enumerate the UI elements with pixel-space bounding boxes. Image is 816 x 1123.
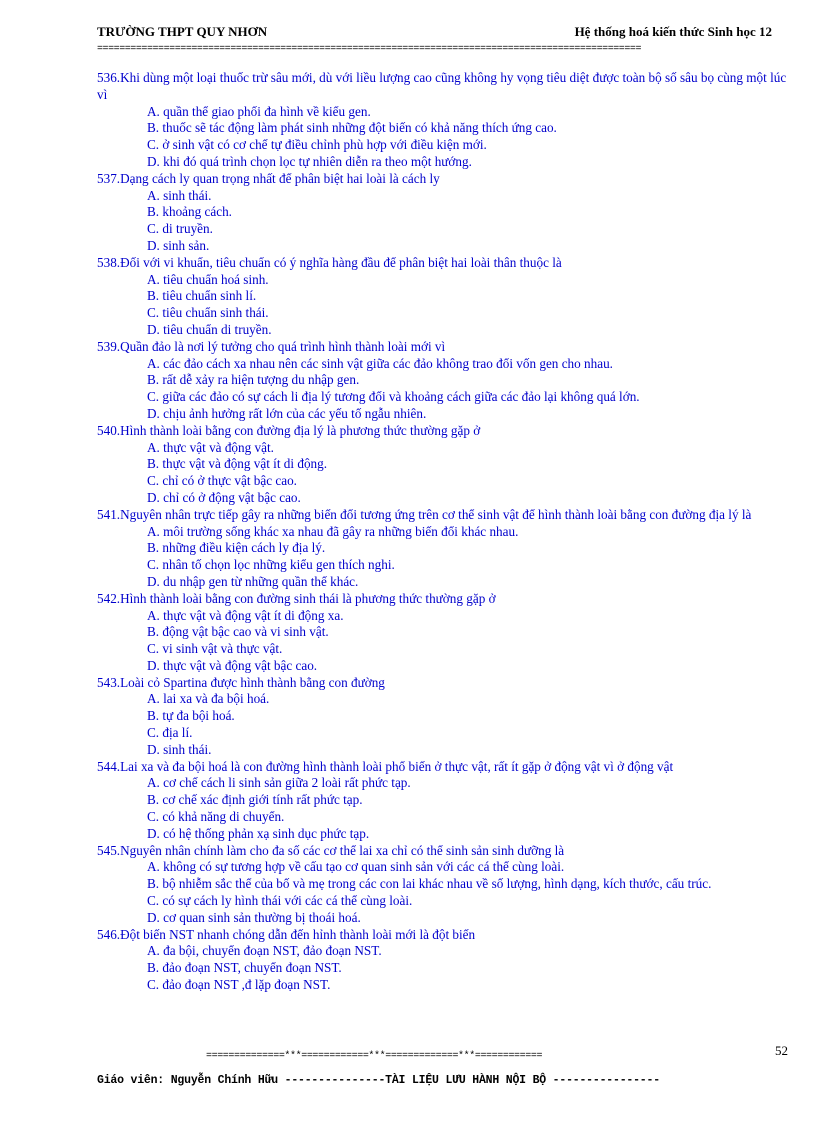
question-item (97, 843, 787, 927)
question-item (97, 675, 787, 759)
question-stem: 544.Lai xa và đa bội hoá là con đường hình thành loài phổ biến ở thực vật, rất ít gặp ở động vật vì ở động vật (97, 758, 674, 774)
answer-option: B. thực vật và động vật ít di động. (147, 456, 328, 472)
answer-option: A. đa bội, chuyển đoạn NST, đảo đoạn NST. (147, 943, 382, 959)
answer-option: C. di truyền. (147, 221, 213, 237)
question-stem: 543.Loài cỏ Spartina được hình thành bằng con đường (97, 674, 385, 690)
answer-option: C. vi sinh vật và thực vật. (147, 641, 283, 657)
answer-option: C. có khả năng di chuyển. (147, 809, 285, 825)
answer-option: B. bộ nhiễm sắc thể của bố và mẹ trong các con lai khác nhau về số lượng, hình dạng, kích thước, cấu trúc. (147, 876, 712, 892)
answer-option: A. cơ chế cách li sinh sản giữa 2 loài rất phức tạp. (147, 775, 411, 791)
answer-option: B. đảo đoạn NST, chuyển đoạn NST. (147, 960, 342, 976)
question-list (97, 70, 787, 994)
question-item (97, 423, 787, 507)
answer-option: B. thuốc sẽ tác động làm phát sinh những đột biến có khả năng thích ứng cao. (147, 120, 557, 136)
answer-option: D. khi đó quá trình chọn lọc tự nhiên diễn ra theo một hướng. (147, 153, 472, 169)
answer-option: D. chỉ có ở động vật bậc cao. (147, 489, 301, 505)
question-item (97, 255, 787, 339)
question-stem: 537.Dạng cách ly quan trọng nhất để phân biệt hai loài là cách ly (97, 170, 440, 186)
question-stem: 540.Hình thành loài bằng con đường địa lý là phương thức thường gặp ở (97, 422, 481, 438)
question-item (97, 507, 787, 591)
school-name: TRƯỜNG THPT QUY NHƠN (97, 24, 268, 39)
question-stem: 536.Khi dùng một loại thuốc trừ sâu mới, dù với liều lượng cao cũng không hy vọng tiêu diệt được toàn bộ số sâu bọ cùng một lúc vì (97, 70, 787, 102)
answer-option: B. rất dễ xảy ra hiện tượng du nhập gen. (147, 372, 360, 388)
answer-option: D. chịu ảnh hưởng rất lớn của các yếu tố ngẫu nhiên. (147, 405, 427, 421)
answer-option: D. cơ quan sinh sản thường bị thoái hoá. (147, 909, 361, 925)
answer-option: D. sinh sản. (147, 237, 210, 253)
answer-option: B. những điều kiện cách ly địa lý. (147, 540, 326, 556)
answer-option: A. thực vật và động vật. (147, 439, 274, 455)
question-item (97, 927, 787, 994)
answer-option: B. cơ chế xác định giới tính rất phức tạp. (147, 792, 363, 808)
answer-option: B. động vật bậc cao và vi sinh vật. (147, 624, 329, 640)
subject-title: Hệ thống hoá kiến thức Sinh học 12 (574, 24, 772, 39)
answer-option: C. ở sinh vật có cơ chế tự điều chỉnh phù hợp với điều kiện mới. (147, 137, 487, 153)
answer-option: A. tiêu chuẩn hoá sinh. (147, 271, 269, 287)
answer-option: A. không có sự tương hợp về cấu tạo cơ quan sinh sản với các cá thể cùng loài. (147, 859, 565, 875)
answer-option: D. tiêu chuẩn di truyền. (147, 321, 272, 337)
answer-option: C. tiêu chuẩn sinh thái. (147, 305, 269, 321)
answer-option: A. thực vật và động vật ít di động xa. (147, 607, 344, 623)
answer-option: A. quần thể giao phối đa hình về kiểu gen. (147, 103, 371, 119)
answer-option: A. môi trường sống khác xa nhau đã gây ra những biến đổi khác nhau. (147, 523, 519, 539)
question-item (97, 759, 787, 843)
question-stem: 546.Đột biến NST nhanh chóng dẫn đến hỉnh thành loài mới là đột biến (97, 926, 476, 942)
answer-option: A. lai xa và đa bội hoá. (147, 691, 270, 707)
question-stem: 539.Quần đảo là nơi lý tưởng cho quá trình hình thành loài mới vì (97, 338, 446, 354)
answer-option: A. sinh thái. (147, 187, 212, 203)
footer-divider: ==============***============***=============***============ (206, 1051, 543, 1062)
page-header (97, 24, 772, 44)
answer-option: C. nhân tố chọn lọc những kiểu gen thích nghi. (147, 557, 395, 573)
question-stem: 545.Nguyên nhân chính làm cho đa số các cơ thể lai xa chỉ có thể sinh sản sinh dưỡng là (97, 842, 565, 858)
answer-option: D. sinh thái. (147, 741, 212, 757)
answer-option: B. khoảng cách. (147, 204, 232, 220)
question-stem: 542.Hình thành loài bằng con đường sinh thái là phương thức thường gặp ở (97, 590, 496, 606)
question-stem: 541.Nguyên nhân trực tiếp gây ra những biến đổi tương ứng trên cơ thể sinh vật để hình thành loài bằng con đường địa lý là (97, 506, 752, 522)
answer-option: C. chỉ có ở thực vật bậc cao. (147, 473, 297, 489)
answer-option: C. đảo đoạn NST ,đ lặp đoạn NST. (147, 977, 331, 993)
answer-option: C. giữa các đảo có sự cách li địa lý tương đối và khoảng cách giữa các đảo lại không quá lớn. (147, 389, 640, 405)
page-number: 52 (775, 1043, 788, 1058)
question-item (97, 339, 787, 423)
answer-option: B. tự đa bội hoá. (147, 708, 235, 724)
footer-line: Giáo viên: Nguyễn Chính Hữu ---------------TÀI LIỆU LƯU HÀNH NỘI BỘ ---------------- (97, 1074, 660, 1087)
question-stem: 538.Đối với vi khuẩn, tiêu chuẩn có ý nghĩa hàng đầu để phân biệt hai loài thân thuộc là (97, 254, 562, 270)
answer-option: C. có sự cách ly hình thái với các cá thể cùng loài. (147, 893, 413, 909)
question-item (97, 70, 787, 171)
question-item (97, 591, 787, 675)
question-item (97, 171, 787, 255)
answer-option: D. có hệ thống phản xạ sinh dục phức tạp. (147, 825, 370, 841)
answer-option: D. du nhập gen từ những quần thể khác. (147, 573, 359, 589)
header-divider: ================================================================================================== (97, 44, 641, 55)
answer-option: D. thực vật và động vật bậc cao. (147, 657, 318, 673)
answer-option: C. địa lí. (147, 725, 193, 741)
answer-option: A. các đảo cách xa nhau nên các sinh vật giữa các đảo không trao đổi vốn gen cho nhau. (147, 355, 613, 371)
answer-option: B. tiêu chuẩn sinh lí. (147, 288, 257, 304)
